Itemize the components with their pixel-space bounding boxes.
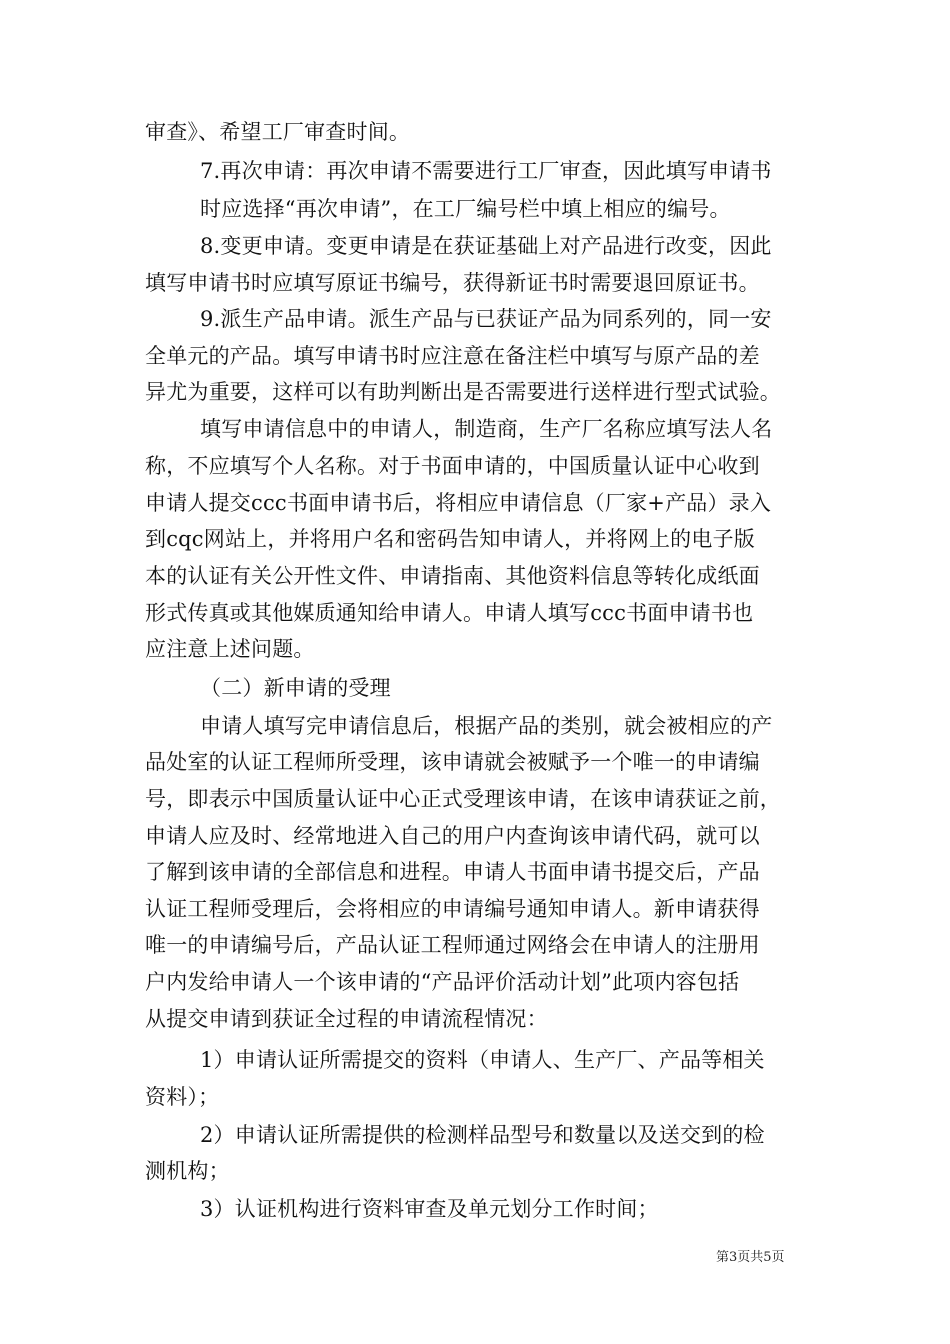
text-line: 填写申请信息中的申请人，制造商，生产厂名称应填写法人名 — [200, 417, 773, 441]
text-line: 申请人应及时、经常地进入自己的用户内查询该申请代码，就可以 — [145, 824, 760, 848]
text-line: 资料）； — [145, 1085, 220, 1109]
text-line: 了解到该申请的全部信息和进程。申请人书面申请书提交后，产品 — [145, 860, 760, 884]
text-line: 本的认证有关公开性文件、申请指南、其他资料信息等转化成纸面 — [145, 564, 760, 588]
text-line: 户内发给申请人一个该申请的“产品评价活动计划”此项内容包括 — [145, 970, 740, 994]
text-line: 时应选择“再次申请”，在工厂编号栏中填上相应的编号。 — [200, 197, 731, 221]
text-line: 9.派生产品申请。派生产品与已获证产品为同系列的，同一安 — [200, 307, 772, 331]
text-line: 7.再次申请：再次申请不需要进行工厂审查，因此填写申请书 — [200, 159, 772, 183]
text-line: 申请人提交ccc书面申请书后，将相应申请信息（厂家+产品）录入 — [145, 491, 772, 515]
list-item: 3）认证机构进行资料审查及单元划分工作时间； — [200, 1197, 659, 1221]
text-line: 8.变更申请。变更申请是在获证基础上对产品进行改变，因此 — [200, 234, 772, 258]
text-line: 测机构； — [145, 1159, 230, 1183]
text-line: 全单元的产品。填写申请书时应注意在备注栏中填写与原产品的差 — [145, 344, 760, 368]
text-line: 号，即表示中国质量认证中心正式受理该申请，在该申请获证之前， — [145, 787, 781, 811]
text-line: 从提交申请到获证全过程的申请流程情况： — [145, 1007, 548, 1031]
text-line: 称，不应填写个人名称。对于书面申请的，中国质量认证中心收到 — [145, 454, 760, 478]
page-number-footer: 第3页共5页 — [716, 1250, 785, 1265]
text-line: 到cqc网站上，并将用户名和密码告知申请人，并将网上的电子版 — [145, 527, 755, 551]
text-line: 填写申请书时应填写原证书编号，获得新证书时需要退回原证书。 — [145, 271, 760, 295]
text-line: 唯一的申请编号后，产品认证工程师通过网络会在申请人的注册用 — [145, 933, 760, 957]
list-item: 2）申请认证所需提供的检测样品型号和数量以及送交到的检 — [200, 1123, 765, 1147]
text-line: 应注意上述问题。 — [145, 637, 315, 661]
list-item: 1）申请认证所需提交的资料（申请人、生产厂、产品等相关 — [200, 1048, 765, 1072]
text-line: 品处室的认证工程师所受理，该申请就会被赋予一个唯一的申请编 — [145, 750, 760, 774]
text-line: 异尤为重要，这样可以有助判断出是否需要进行送样进行型式试验。 — [145, 380, 781, 404]
text-line: 形式传真或其他媒质通知给申请人。申请人填写ccc书面申请书也 — [145, 601, 754, 625]
text-line: 申请人填写完申请信息后，根据产品的类别，就会被相应的产 — [200, 714, 773, 738]
text-line: 认证工程师受理后，会将相应的申请编号通知申请人。新申请获得 — [145, 897, 760, 921]
text-line: 审查》、希望工厂审查时间。 — [145, 120, 411, 144]
section-heading: （二）新申请的受理 — [200, 676, 391, 700]
